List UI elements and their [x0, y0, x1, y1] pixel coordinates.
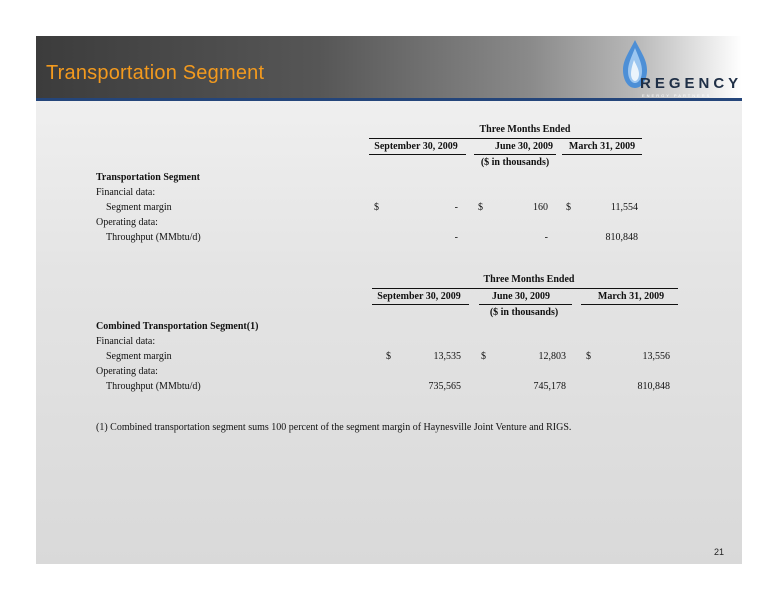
slide-header — [36, 36, 742, 101]
cell-value: 13,535 — [433, 351, 461, 362]
section-title: Combined Transportation Segment(1) — [96, 321, 259, 332]
currency-sign: $ — [478, 202, 483, 213]
page-number: 21 — [714, 547, 725, 557]
logo-wordmark: REGENCY — [640, 75, 743, 92]
cell-value: 160 — [533, 202, 548, 213]
slide-title: Transportation Segment — [46, 62, 265, 84]
row-label: Operating data: — [96, 366, 158, 377]
cell-value: 745,178 — [533, 381, 566, 392]
section-title: Transportation Segment — [96, 172, 200, 183]
logo-tagline: ENERGY PARTNERS — [642, 93, 712, 98]
row-label: Financial data: — [96, 187, 156, 198]
currency-sign: $ — [481, 351, 486, 362]
row-label: Throughput (MMbtu/d) — [106, 232, 201, 243]
column-header: September 30, 2009 — [377, 291, 461, 302]
units-label: ($ in thousands) — [489, 307, 559, 318]
cell-value: - — [454, 232, 458, 243]
currency-sign: $ — [386, 351, 391, 362]
column-rule — [479, 304, 572, 305]
column-header: March 31, 2009 — [597, 291, 665, 302]
column-header: March 31, 2009 — [568, 141, 636, 152]
cell-value: 12,803 — [538, 351, 566, 362]
column-rule — [372, 304, 469, 305]
column-header: September 30, 2009 — [374, 141, 458, 152]
row-label: Financial data: — [96, 336, 156, 347]
group-header: Three Months Ended — [479, 124, 571, 135]
units-label: ($ in thousands) — [480, 157, 550, 168]
column-rule — [581, 304, 678, 305]
footnote: (1) Combined transportation segment sums 100 percent of the segment margin of Haynesville Joint Venture and RIGS. — [96, 422, 572, 433]
currency-sign: $ — [374, 202, 379, 213]
group-header-rule — [369, 138, 642, 139]
column-header: June 30, 2009 — [491, 291, 551, 302]
row-label: Segment margin — [106, 202, 172, 213]
column-rule — [474, 154, 556, 155]
column-rule — [562, 154, 642, 155]
cell-value: 810,848 — [605, 232, 638, 243]
group-header: Three Months Ended — [483, 274, 575, 285]
row-label: Operating data: — [96, 217, 158, 228]
currency-sign: $ — [586, 351, 591, 362]
row-label: Throughput (MMbtu/d) — [106, 381, 201, 392]
row-label: Segment margin — [106, 351, 172, 362]
cell-value: - — [454, 202, 458, 213]
slide — [36, 36, 742, 564]
currency-sign: $ — [566, 202, 571, 213]
cell-value: 735,565 — [428, 381, 461, 392]
cell-value: 810,848 — [637, 381, 670, 392]
cell-value: 11,554 — [610, 202, 638, 213]
cell-value: 13,556 — [642, 351, 670, 362]
column-header: June 30, 2009 — [494, 141, 554, 152]
group-header-rule — [372, 288, 678, 289]
column-rule — [369, 154, 466, 155]
cell-value: - — [544, 232, 548, 243]
